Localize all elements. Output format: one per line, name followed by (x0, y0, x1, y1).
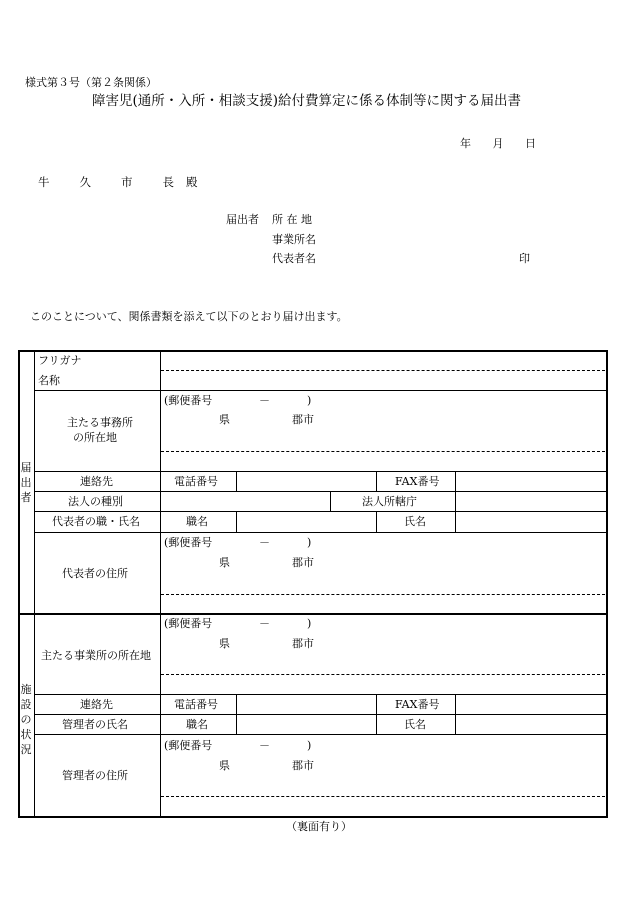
fax-label: FAX番号 (395, 698, 440, 711)
addressee-char: 長 (162, 175, 174, 189)
postal-close: ) (307, 739, 312, 752)
day-label: 日 (525, 137, 536, 150)
furigana-label: フリガナ (38, 354, 82, 367)
postal-dash: － (259, 394, 270, 407)
section-char: 状 (20, 728, 32, 741)
city-label: 郡市 (292, 637, 314, 650)
job-title-label: 職名 (186, 515, 208, 528)
submitter-rep-label: 代表者名 (272, 252, 316, 265)
contact-label: 連絡先 (80, 698, 113, 711)
section-char: の (20, 713, 32, 726)
phone-label: 電話番号 (174, 698, 218, 711)
addressee-char: 殿 (186, 175, 198, 189)
manager-address-label: 管理者の住所 (62, 769, 128, 782)
city-label: 郡市 (292, 759, 314, 772)
prefecture-label: 県 (219, 413, 230, 426)
postal-label: (郵便番号 (164, 617, 213, 630)
prefecture-label: 県 (219, 637, 230, 650)
phone-label: 電話番号 (174, 475, 218, 488)
addressee-char: 市 (121, 175, 133, 189)
prefecture-label: 県 (219, 759, 230, 772)
section-char: 施 (20, 683, 32, 696)
submitter-address-label: 所 在 地 (272, 213, 312, 226)
section-applicant-label (19, 460, 33, 505)
corp-authority-label: 法人所轄庁 (362, 495, 417, 508)
year-label: 年 (460, 137, 471, 150)
rep-title-name-label: 代表者の職・氏名 (52, 515, 140, 528)
intro-text: このことについて、関係書類を添えて以下のとおり届け出ます。 (30, 310, 348, 323)
postal-close: ) (307, 617, 312, 630)
submitter-office-label: 事業所名 (272, 233, 316, 246)
reverse-side-note: （裏面有り） (286, 820, 352, 833)
main-office-label-1: 主たる事務所 (67, 416, 133, 429)
section-facility-label (19, 682, 33, 757)
rep-address-label: 代表者の住所 (62, 567, 128, 580)
name-label: 名称 (38, 374, 60, 387)
page-title: 障害児(通所・入所・相談支援)給付費算定に係る体制等に関する届出書 (92, 93, 522, 109)
addressee-char: 牛 (38, 175, 50, 189)
postal-close: ) (307, 394, 312, 407)
postal-label: (郵便番号 (164, 739, 213, 752)
date-fields (460, 138, 536, 149)
main-office-label-2: の所在地 (73, 431, 117, 444)
addressee-char: 久 (79, 175, 91, 189)
city-label: 郡市 (292, 556, 314, 569)
postal-label: (郵便番号 (164, 394, 213, 407)
person-name-label: 氏名 (404, 718, 426, 731)
section-char: 設 (20, 698, 32, 711)
seal-mark: 印 (519, 252, 530, 265)
postal-dash: － (259, 739, 270, 752)
postal-label: (郵便番号 (164, 536, 213, 549)
section-char: 出 (20, 476, 32, 489)
submitter-label: 届出者 (226, 213, 259, 226)
main-facility-addr-label: 主たる事業所の所在地 (41, 649, 151, 662)
manager-name-label: 管理者の氏名 (62, 718, 128, 731)
month-label: 月 (492, 137, 504, 150)
person-name-label: 氏名 (404, 515, 426, 528)
postal-dash: － (259, 617, 270, 630)
section-char: 届 (20, 461, 32, 474)
city-label: 郡市 (292, 413, 314, 426)
form-number: 様式第３号（第２条関係） (25, 76, 157, 89)
section-char: 者 (20, 491, 32, 504)
section-char: 況 (20, 743, 32, 756)
contact-label: 連絡先 (80, 475, 113, 488)
corp-type-label: 法人の種別 (68, 495, 123, 508)
job-title-label: 職名 (186, 718, 208, 731)
postal-close: ) (307, 536, 312, 549)
postal-dash: － (259, 536, 270, 549)
fax-label: FAX番号 (395, 475, 440, 488)
prefecture-label: 県 (219, 556, 230, 569)
addressee (38, 177, 198, 189)
